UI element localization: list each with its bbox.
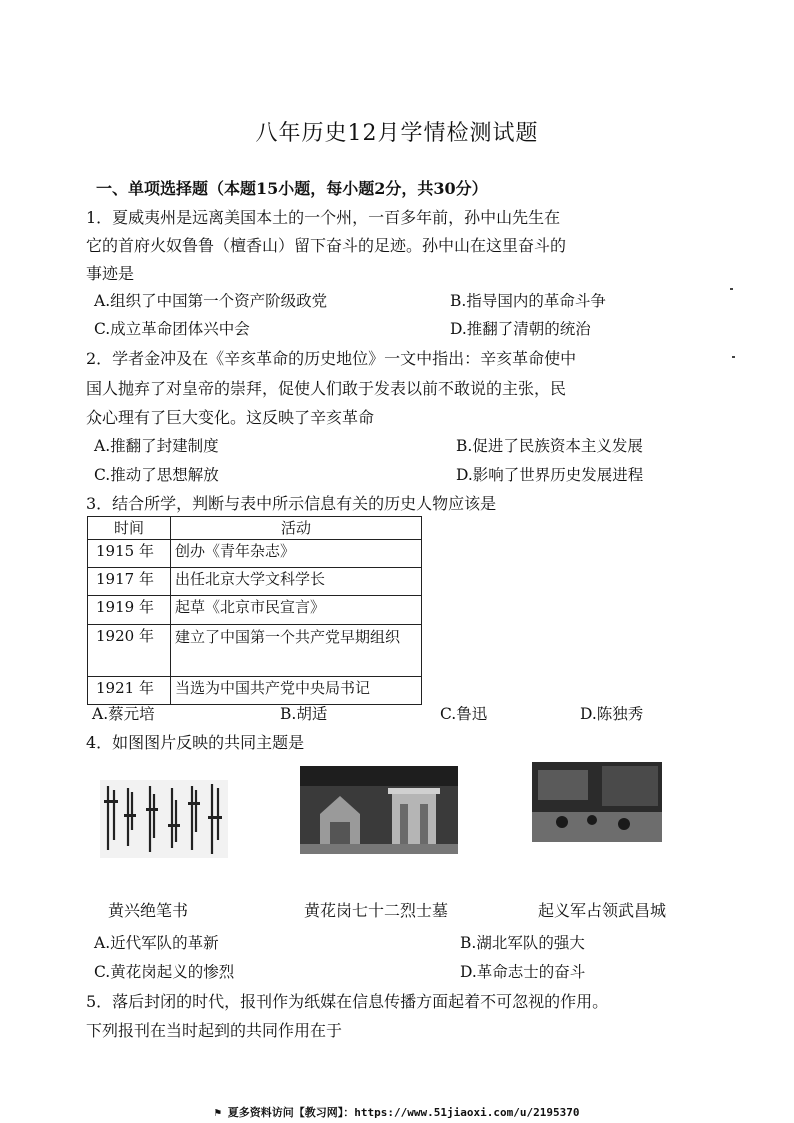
q3-option-d: D.陈独秀 <box>580 705 644 723</box>
page-title: 八年历史12月学情检测试题 <box>255 121 539 146</box>
letter-photo <box>100 780 228 858</box>
table-cell-activity: 起草《北京市民宣言》 <box>171 596 422 625</box>
table-cell-activity: 创办《青年杂志》 <box>171 540 422 568</box>
footer-link[interactable] <box>0 1104 794 1120</box>
q1-option-c: C.成立革命团体兴中会 <box>94 320 250 338</box>
caption-wuchang: 起义军占领武昌城 <box>538 901 667 920</box>
section-heading: 一、单项选择题（本题15小题，每小题2分，共30分） <box>96 179 488 198</box>
history-table <box>87 516 422 705</box>
footer-text: 夏多资料访问【教习网】：https://www.51jiaoxi.com/u/2195370 <box>227 1106 580 1119</box>
memorial-photo <box>300 766 458 854</box>
wuchang-photo <box>532 762 662 842</box>
q2-line-1: 2．学者金冲及在《辛亥革命的历史地位》一文中指出：辛亥革命使中 <box>86 349 577 368</box>
caption-letter: 黄兴绝笔书 <box>108 901 189 920</box>
table-cell-year: 1919 年 <box>88 596 171 625</box>
q1-line-1: 1．夏威夷州是远离美国本土的一个州，一百多年前，孙中山先生在 <box>86 208 561 227</box>
table-cell-activity: 出任北京大学文科学长 <box>171 568 422 596</box>
q5-line-1: 5．落后封闭的时代，报刊作为纸媒在信息传播方面起着不可忽视的作用。 <box>86 992 609 1011</box>
q2-option-c: C.推动了思想解放 <box>94 466 219 484</box>
q4-option-a: A.近代军队的革新 <box>94 934 219 952</box>
flag-icon: ⚑ <box>214 1106 228 1119</box>
table-header-activity: 活动 <box>171 517 422 540</box>
table-cell-year: 1915 年 <box>88 540 171 568</box>
q1-option-a: A.组织了中国第一个资产阶级政党 <box>94 292 328 310</box>
q1-option-d: D.推翻了清朝的统治 <box>450 320 591 338</box>
table-cell-year: 1920 年 <box>88 625 171 677</box>
q1-line-3: 事迹是 <box>86 264 135 283</box>
q2-line-3: 众心理有了巨大变化。这反映了辛亥革命 <box>86 408 375 427</box>
q2-option-d: D.影响了世界历史发展进程 <box>456 466 644 484</box>
q3-option-c: C.鲁迅 <box>440 705 488 723</box>
q4-line: 4．如图图片反映的共同主题是 <box>86 733 305 752</box>
scan-mark <box>730 288 733 290</box>
q1-option-b: B.指导国内的革命斗争 <box>450 292 606 310</box>
table-row <box>88 596 422 625</box>
table-cell-activity: 当选为中国共产党中央局书记 <box>171 677 422 705</box>
scan-mark <box>732 356 735 358</box>
table-row <box>88 540 422 568</box>
q2-option-b: B.促进了民族资本主义发展 <box>456 437 643 455</box>
q3-option-b: B.胡适 <box>280 705 328 723</box>
caption-memorial: 黄花岗七十二烈士墓 <box>304 901 449 920</box>
q1-line-2: 它的首府火奴鲁鲁（檀香山）留下奋斗的足迹。孙中山在这里奋斗的 <box>86 236 567 255</box>
q4-option-b: B.湖北军队的强大 <box>460 934 585 952</box>
table-row <box>88 568 422 596</box>
table-row <box>88 625 422 677</box>
table-cell-activity: 建立了中国第一个共产党早期组织 <box>171 625 422 677</box>
q4-option-d: D.革命志士的奋斗 <box>460 963 586 981</box>
table-row <box>88 677 422 705</box>
q2-line-2: 国人抛弃了对皇帝的崇拜，促使人们敢于发表以前不敢说的主张，民 <box>86 379 567 398</box>
table-cell-year: 1917 年 <box>88 568 171 596</box>
table-header-row <box>88 517 422 540</box>
q3-option-a: A.蔡元培 <box>92 705 155 723</box>
table-header-time: 时间 <box>88 517 171 540</box>
q5-line-2: 下列报刊在当时起到的共同作用在于 <box>86 1021 343 1040</box>
q4-option-c: C.黄花岗起义的惨烈 <box>94 963 235 981</box>
q2-option-a: A.推翻了封建制度 <box>94 437 219 455</box>
table-cell-year: 1921 年 <box>88 677 171 705</box>
q3-line: 3．结合所学，判断与表中所示信息有关的历史人物应该是 <box>86 494 497 513</box>
